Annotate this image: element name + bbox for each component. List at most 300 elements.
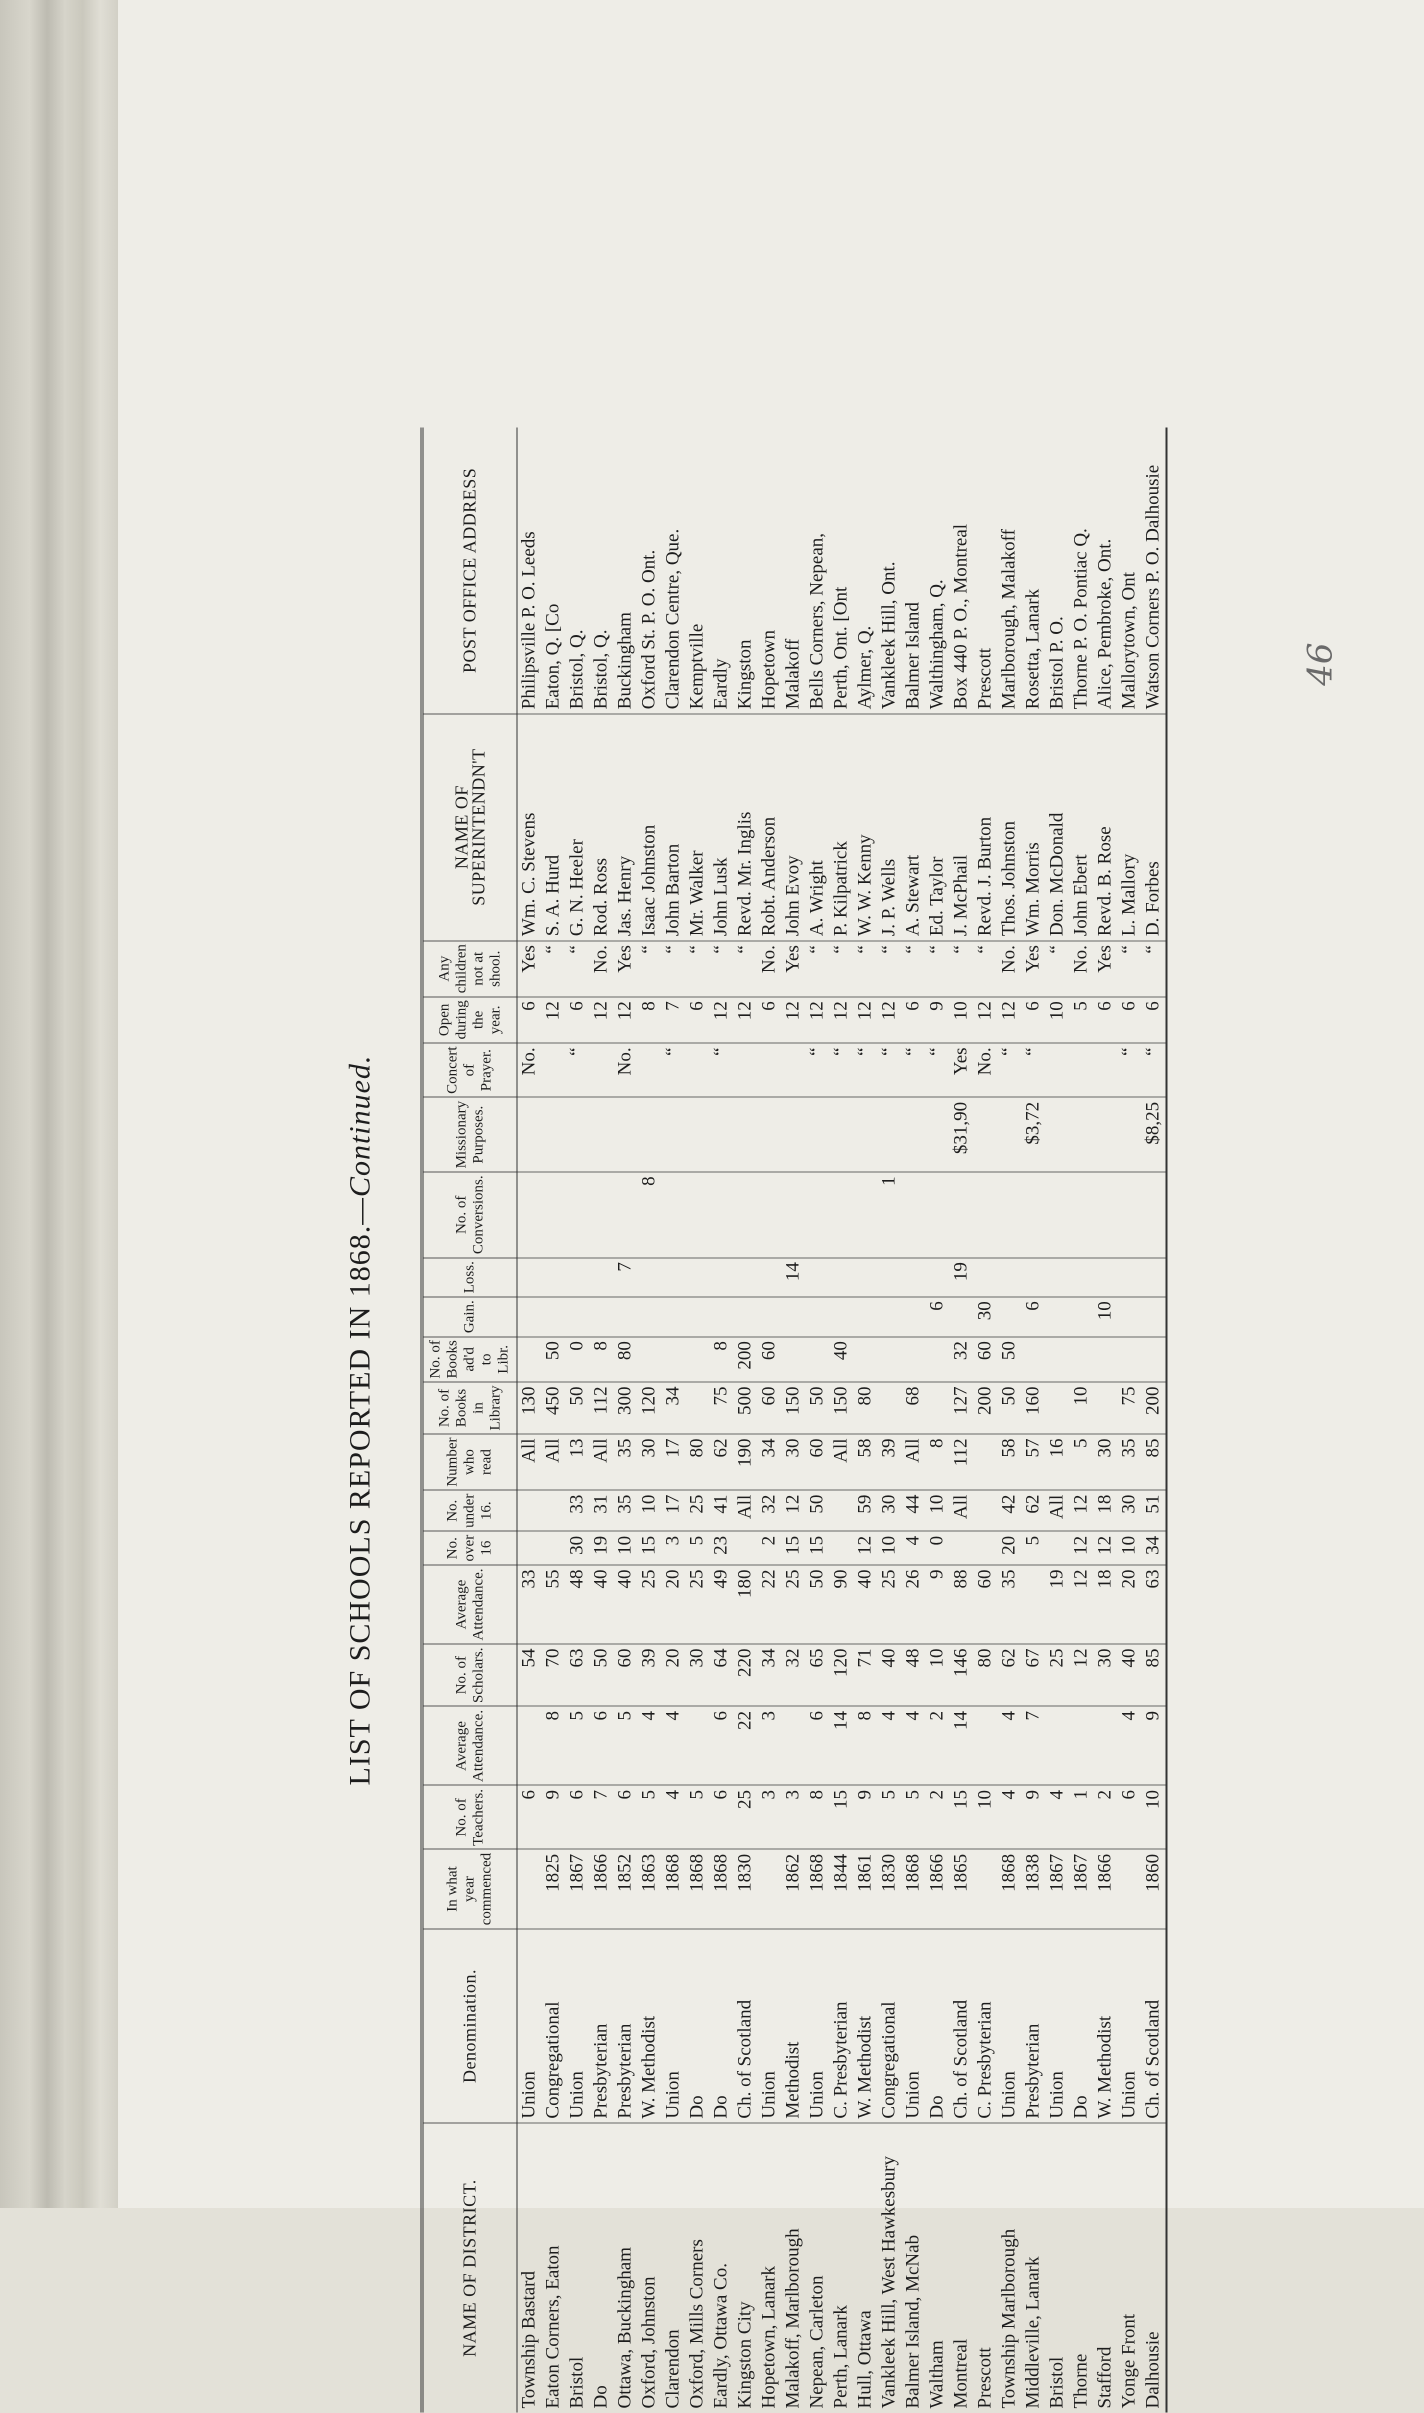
column-header: Gain. bbox=[422, 1297, 517, 1337]
table-cell: 8 bbox=[590, 1337, 614, 1382]
table-cell bbox=[1070, 1297, 1094, 1337]
column-header: No. of Books in Library bbox=[422, 1382, 517, 1434]
table-cell bbox=[1070, 1172, 1094, 1258]
table-cell: 5 bbox=[686, 1531, 710, 1565]
table-cell: Philipsville P. O. Leeds bbox=[518, 531, 540, 710]
table-cell: 32 bbox=[782, 1644, 806, 1706]
table-cell: 30 bbox=[1118, 1490, 1142, 1531]
table-cell bbox=[1094, 1706, 1118, 1785]
table-cell bbox=[974, 1258, 998, 1297]
table-cell: 62 bbox=[1022, 1490, 1046, 1531]
table-cell bbox=[590, 1097, 614, 1172]
table-cell bbox=[566, 1097, 590, 1172]
table-cell: Do bbox=[1070, 1929, 1094, 2123]
table-cell bbox=[998, 1297, 1022, 1337]
table-cell: 120 bbox=[638, 1382, 662, 1434]
table-cell: 55 bbox=[542, 1565, 566, 1644]
table-cell: 60 bbox=[614, 1644, 638, 1706]
table-cell: Bristol, Q. bbox=[566, 629, 588, 710]
table-cell: 64 bbox=[710, 1644, 734, 1706]
table-cell bbox=[878, 1382, 902, 1434]
table-row bbox=[1094, 428, 1118, 2413]
column-header: Denomination. bbox=[422, 1929, 517, 2123]
table-cell: 1866 bbox=[1094, 1849, 1118, 1928]
table-cell: 35 bbox=[614, 1434, 638, 1490]
table-cell: 1867 bbox=[1070, 1849, 1094, 1928]
table-cell bbox=[734, 1258, 758, 1297]
table-cell: John Ebert bbox=[1070, 714, 1094, 941]
table-cell bbox=[517, 1172, 542, 1258]
table-cell: 50 bbox=[542, 1337, 566, 1382]
table-cell: Yes bbox=[517, 941, 542, 997]
table-cell: 80 bbox=[686, 1434, 710, 1490]
table-cell: 5 bbox=[1070, 997, 1094, 1043]
table-cell bbox=[782, 1337, 806, 1382]
rotated-table-region bbox=[331, 428, 1341, 2413]
table-cell: A. Stewart bbox=[902, 714, 926, 941]
table-cell: Ch. of Scotland bbox=[1142, 1929, 1167, 2123]
table-cell bbox=[517, 1531, 542, 1565]
table-cell: 1844 bbox=[830, 1849, 854, 1928]
table-cell: Union bbox=[662, 1929, 686, 2123]
table-cell bbox=[542, 1258, 566, 1297]
table-cell: 1868 bbox=[998, 1849, 1022, 1928]
table-cell bbox=[830, 1172, 854, 1258]
table-cell: 30 bbox=[566, 1531, 590, 1565]
table-cell bbox=[686, 1337, 710, 1382]
table-cell: 8 bbox=[638, 1172, 662, 1258]
table-cell: 200 bbox=[974, 1382, 998, 1434]
table-cell bbox=[758, 1172, 782, 1258]
table-cell bbox=[517, 1297, 542, 1337]
table-cell: 41 bbox=[710, 1490, 734, 1531]
table-cell: All bbox=[950, 1490, 974, 1531]
table-cell: Presbyterian bbox=[1022, 1929, 1046, 2123]
table-cell: “ bbox=[974, 941, 998, 997]
table-cell: Union bbox=[1046, 1929, 1070, 2123]
table-cell: 12 bbox=[1070, 1490, 1094, 1531]
table-cell: “ bbox=[878, 1043, 902, 1097]
column-header: NAME OF SUPERINTENDN'T bbox=[422, 714, 517, 941]
column-header: POST OFFICE ADDRESS bbox=[422, 428, 517, 714]
title-text: LIST OF SCHOOLS REPORTED IN 1868. bbox=[343, 1224, 377, 1786]
table-cell bbox=[1094, 1382, 1118, 1434]
table-row bbox=[614, 428, 638, 2413]
table-cell bbox=[517, 1706, 542, 1785]
table-cell: No. bbox=[758, 941, 782, 997]
table-cell: “ bbox=[1142, 1043, 1167, 1097]
table-cell: 1868 bbox=[686, 1849, 710, 1928]
table-cell: 5 bbox=[566, 1706, 590, 1785]
table-cell bbox=[1118, 1297, 1142, 1337]
table-cell bbox=[542, 1097, 566, 1172]
table-cell bbox=[974, 1097, 998, 1172]
table-cell: Yes bbox=[950, 1043, 974, 1097]
column-header: No. under 16. bbox=[422, 1490, 517, 1531]
table-cell: “ bbox=[710, 941, 734, 997]
table-cell: John Lusk bbox=[710, 714, 734, 941]
table-cell: 9 bbox=[1022, 1785, 1046, 1849]
table-cell: 33 bbox=[566, 1490, 590, 1531]
table-cell bbox=[614, 1297, 638, 1337]
table-cell: 10 bbox=[614, 1531, 638, 1565]
table-cell: Clarendon Centre, Que. bbox=[662, 528, 684, 710]
table-cell: All bbox=[542, 1434, 566, 1490]
table-cell: Perth, Ont. [Ont bbox=[830, 586, 852, 710]
table-cell: 12 bbox=[1070, 1644, 1094, 1706]
table-cell bbox=[638, 1097, 662, 1172]
table-cell bbox=[974, 1172, 998, 1258]
table-cell: W. Methodist bbox=[638, 1929, 662, 2123]
table-cell: 6 bbox=[1118, 997, 1142, 1043]
table-cell bbox=[758, 1258, 782, 1297]
table-cell: 6 bbox=[710, 1706, 734, 1785]
table-cell: 6 bbox=[614, 1785, 638, 1849]
table-cell: 80 bbox=[974, 1644, 998, 1706]
table-cell bbox=[542, 1043, 566, 1097]
table-cell: Eardly bbox=[710, 658, 732, 710]
table-cell bbox=[854, 1297, 878, 1337]
table-cell: 90 bbox=[830, 1565, 854, 1644]
table-cell: Township Bastard bbox=[517, 2123, 542, 2412]
table-cell bbox=[782, 1297, 806, 1337]
table-cell bbox=[517, 1849, 542, 1928]
table-cell: 150 bbox=[782, 1382, 806, 1434]
column-header: Average Attendance. bbox=[422, 1565, 517, 1644]
table-cell: Nepean, Carleton bbox=[806, 2123, 830, 2412]
table-cell: 71 bbox=[854, 1644, 878, 1706]
table-cell: 1830 bbox=[878, 1849, 902, 1928]
table-cell bbox=[974, 1849, 998, 1928]
book-page bbox=[118, 0, 1424, 2409]
page-number-mark: 46 bbox=[1300, 642, 1341, 686]
table-cell: J. McPhail bbox=[950, 714, 974, 941]
table-cell: 50 bbox=[566, 1382, 590, 1434]
table-cell: 34 bbox=[1142, 1531, 1167, 1565]
table-cell: 30 bbox=[878, 1490, 902, 1531]
table-cell: 15 bbox=[830, 1785, 854, 1849]
table-cell bbox=[878, 1297, 902, 1337]
table-cell: $3,72 bbox=[1022, 1097, 1046, 1172]
table-cell: Rod. Ross bbox=[590, 714, 614, 941]
table-cell: 1868 bbox=[662, 1849, 686, 1928]
table-cell bbox=[566, 1258, 590, 1297]
table-row bbox=[878, 428, 902, 2413]
schools-table bbox=[421, 428, 1168, 2413]
table-cell bbox=[950, 1531, 974, 1565]
table-cell: 20 bbox=[662, 1565, 686, 1644]
table-cell bbox=[614, 1097, 638, 1172]
table-cell bbox=[758, 1297, 782, 1337]
table-cell bbox=[662, 1172, 686, 1258]
table-cell: Union bbox=[998, 1929, 1022, 2123]
table-cell: 3 bbox=[758, 1785, 782, 1849]
table-cell: 8 bbox=[710, 1337, 734, 1382]
table-cell: No. bbox=[590, 941, 614, 997]
table-cell: 54 bbox=[517, 1644, 542, 1706]
table-cell: 200 bbox=[1142, 1382, 1167, 1434]
table-cell bbox=[926, 1337, 950, 1382]
table-cell: 5 bbox=[638, 1785, 662, 1849]
table-cell: 30 bbox=[1094, 1434, 1118, 1490]
table-cell: “ bbox=[998, 1043, 1022, 1097]
table-cell: 75 bbox=[1118, 1382, 1142, 1434]
table-cell: 48 bbox=[566, 1565, 590, 1644]
table-cell: No. bbox=[1070, 941, 1094, 997]
table-cell: 6 bbox=[590, 1706, 614, 1785]
table-cell: 12 bbox=[1094, 1531, 1118, 1565]
table-row bbox=[950, 428, 974, 2413]
table-cell: “ bbox=[662, 1043, 686, 1097]
table-cell: “ bbox=[1118, 941, 1142, 997]
table-cell: Vankleek Hill, Ont. bbox=[878, 561, 900, 710]
table-cell: 112 bbox=[590, 1382, 614, 1434]
table-cell: Ch. of Scotland bbox=[734, 1929, 758, 2123]
table-cell: 17 bbox=[662, 1434, 686, 1490]
table-cell bbox=[1094, 1258, 1118, 1297]
page-title bbox=[331, 428, 391, 2413]
table-cell: Don. McDonald bbox=[1046, 714, 1070, 941]
table-cell: Wm. Morris bbox=[1022, 714, 1046, 941]
table-cell bbox=[662, 1337, 686, 1382]
table-cell: 180 bbox=[734, 1565, 758, 1644]
table-cell: 1868 bbox=[710, 1849, 734, 1928]
table-cell: John Barton bbox=[662, 714, 686, 941]
table-cell bbox=[517, 1258, 542, 1297]
table-cell: “ bbox=[926, 941, 950, 997]
table-cell bbox=[686, 1097, 710, 1172]
table-cell bbox=[710, 1297, 734, 1337]
table-cell: “ bbox=[926, 1043, 950, 1097]
table-cell: 20 bbox=[998, 1531, 1022, 1565]
table-cell: 5 bbox=[1022, 1531, 1046, 1565]
table-header-row bbox=[422, 428, 517, 2413]
table-cell bbox=[638, 1297, 662, 1337]
table-cell bbox=[902, 1297, 926, 1337]
table-cell bbox=[1070, 1258, 1094, 1297]
table-cell: 9 bbox=[926, 997, 950, 1043]
table-cell bbox=[1046, 1337, 1070, 1382]
table-cell: Bristol, Q. bbox=[590, 629, 612, 710]
table-row bbox=[542, 428, 566, 2413]
table-cell bbox=[638, 1337, 662, 1382]
table-cell: 14 bbox=[830, 1706, 854, 1785]
table-cell bbox=[1022, 1565, 1046, 1644]
table-cell bbox=[830, 1097, 854, 1172]
table-cell bbox=[854, 1337, 878, 1382]
table-cell bbox=[1022, 1337, 1046, 1382]
column-header: NAME OF DISTRICT. bbox=[422, 2123, 517, 2412]
table-cell: S. A. Hurd bbox=[542, 714, 566, 941]
table-cell: 10 bbox=[950, 997, 974, 1043]
table-cell: 1838 bbox=[1022, 1849, 1046, 1928]
table-cell: 18 bbox=[1094, 1490, 1118, 1531]
table-cell bbox=[1094, 1097, 1118, 1172]
table-cell: 34 bbox=[758, 1644, 782, 1706]
table-cell: 30 bbox=[974, 1297, 998, 1337]
table-cell bbox=[542, 1531, 566, 1565]
table-cell: 160 bbox=[1022, 1382, 1046, 1434]
table-cell: 4 bbox=[902, 1531, 926, 1565]
table-cell: 15 bbox=[806, 1531, 830, 1565]
table-cell: A. Wright bbox=[806, 714, 830, 941]
table-cell: 450 bbox=[542, 1382, 566, 1434]
table-cell: 14 bbox=[782, 1258, 806, 1297]
table-cell: Congregational bbox=[542, 1929, 566, 2123]
table-row bbox=[686, 428, 710, 2413]
table-cell bbox=[950, 1297, 974, 1337]
table-cell bbox=[854, 1172, 878, 1258]
table-cell: 190 bbox=[734, 1434, 758, 1490]
table-cell: 23 bbox=[710, 1531, 734, 1565]
table-cell: Walthingham, Q. bbox=[926, 579, 948, 710]
table-cell bbox=[542, 1490, 566, 1531]
table-cell: 1825 bbox=[542, 1849, 566, 1928]
table-cell bbox=[734, 1043, 758, 1097]
table-cell: 7 bbox=[1022, 1706, 1046, 1785]
table-cell: Prescott bbox=[974, 647, 996, 710]
table-cell: Jas. Henry bbox=[614, 714, 638, 941]
table-cell: 2 bbox=[926, 1785, 950, 1849]
table-cell: Clarendon bbox=[662, 2123, 686, 2412]
table-cell: 60 bbox=[806, 1434, 830, 1490]
table-cell: 60 bbox=[974, 1565, 998, 1644]
table-cell: Rosetta, Lanark bbox=[1022, 588, 1044, 710]
table-row bbox=[638, 428, 662, 2413]
table-cell: J. P. Wells bbox=[878, 714, 902, 941]
table-cell: Perth, Lanark bbox=[830, 2123, 854, 2412]
table-cell: 67 bbox=[1022, 1644, 1046, 1706]
table-cell: “ bbox=[686, 941, 710, 997]
table-cell bbox=[662, 1097, 686, 1172]
table-cell: 9 bbox=[926, 1565, 950, 1644]
table-cell bbox=[950, 1172, 974, 1258]
table-cell bbox=[734, 1531, 758, 1565]
table-cell: 12 bbox=[590, 997, 614, 1043]
table-cell: Union bbox=[902, 1929, 926, 2123]
table-row bbox=[998, 428, 1022, 2413]
table-cell: 49 bbox=[710, 1565, 734, 1644]
table-cell: 88 bbox=[950, 1565, 974, 1644]
table-row bbox=[806, 428, 830, 2413]
table-cell: 112 bbox=[950, 1434, 974, 1490]
table-cell bbox=[902, 1258, 926, 1297]
table-cell: Union bbox=[758, 1929, 782, 2123]
table-cell bbox=[830, 1490, 854, 1531]
table-cell: Ed. Taylor bbox=[926, 714, 950, 941]
table-cell bbox=[734, 1097, 758, 1172]
table-cell: 58 bbox=[854, 1434, 878, 1490]
table-cell bbox=[878, 1097, 902, 1172]
table-cell: 12 bbox=[830, 997, 854, 1043]
table-cell: Union bbox=[806, 1929, 830, 2123]
table-cell: 9 bbox=[542, 1785, 566, 1849]
table-cell: 22 bbox=[758, 1565, 782, 1644]
table-cell: 26 bbox=[902, 1565, 926, 1644]
table-cell: 14 bbox=[950, 1706, 974, 1785]
table-cell bbox=[1022, 1172, 1046, 1258]
table-cell: Union bbox=[517, 1929, 542, 2123]
table-cell bbox=[638, 1043, 662, 1097]
table-cell: 22 bbox=[734, 1706, 758, 1785]
table-cell: 1830 bbox=[734, 1849, 758, 1928]
table-cell: Watson Corners P. O. Dalhousie bbox=[1142, 464, 1164, 710]
table-cell: Do bbox=[590, 2123, 614, 2412]
table-cell: 16 bbox=[1046, 1434, 1070, 1490]
table-cell: Bristol P. O. bbox=[1046, 616, 1068, 710]
table-cell: All bbox=[734, 1490, 758, 1531]
table-cell: 3 bbox=[758, 1706, 782, 1785]
table-cell: Oxford, Johnston bbox=[638, 2123, 662, 2412]
table-cell: 4 bbox=[638, 1706, 662, 1785]
table-cell bbox=[806, 1258, 830, 1297]
table-cell bbox=[806, 1337, 830, 1382]
table-cell: Montreal bbox=[950, 2123, 974, 2412]
table-cell bbox=[998, 1258, 1022, 1297]
table-cell bbox=[974, 1706, 998, 1785]
table-cell: “ bbox=[734, 941, 758, 997]
table-cell: 500 bbox=[734, 1382, 758, 1434]
table-cell bbox=[854, 1258, 878, 1297]
table-cell: “ bbox=[542, 941, 566, 997]
table-cell: 120 bbox=[830, 1644, 854, 1706]
table-cell: 6 bbox=[1094, 997, 1118, 1043]
table-cell bbox=[974, 1490, 998, 1531]
table-cell: 85 bbox=[1142, 1644, 1167, 1706]
table-cell bbox=[710, 1097, 734, 1172]
table-cell: “ bbox=[1046, 941, 1070, 997]
table-cell: 20 bbox=[1118, 1565, 1142, 1644]
table-cell: 12 bbox=[614, 997, 638, 1043]
table-cell: “ bbox=[1142, 941, 1167, 997]
table-cell: 50 bbox=[998, 1382, 1022, 1434]
table-cell: 5 bbox=[686, 1785, 710, 1849]
table-cell bbox=[1118, 1097, 1142, 1172]
table-cell: 25 bbox=[686, 1565, 710, 1644]
table-row bbox=[566, 428, 590, 2413]
table-cell: 1868 bbox=[902, 1849, 926, 1928]
table-cell: 10 bbox=[1142, 1785, 1167, 1849]
table-cell: 146 bbox=[950, 1644, 974, 1706]
table-row bbox=[782, 428, 806, 2413]
table-cell bbox=[734, 1297, 758, 1337]
table-cell bbox=[782, 1706, 806, 1785]
table-cell: 40 bbox=[854, 1565, 878, 1644]
table-cell: $8,25 bbox=[1142, 1097, 1167, 1172]
table-cell: 5 bbox=[1070, 1434, 1094, 1490]
table-cell: 10 bbox=[926, 1490, 950, 1531]
column-header: Any children not at shool. bbox=[422, 941, 517, 997]
table-cell bbox=[1142, 1337, 1167, 1382]
table-cell bbox=[902, 1172, 926, 1258]
table-row bbox=[830, 428, 854, 2413]
table-cell: Hopetown bbox=[758, 630, 780, 710]
table-cell: 1865 bbox=[950, 1849, 974, 1928]
table-cell: Presbyterian bbox=[614, 1929, 638, 2123]
table-cell: 0 bbox=[566, 1337, 590, 1382]
table-row bbox=[517, 428, 542, 2413]
table-cell: 50 bbox=[806, 1565, 830, 1644]
table-cell: “ bbox=[566, 1043, 590, 1097]
table-cell: G. N. Heeler bbox=[566, 714, 590, 941]
table-cell bbox=[926, 1172, 950, 1258]
table-cell bbox=[686, 1043, 710, 1097]
table-cell bbox=[542, 1172, 566, 1258]
table-row bbox=[902, 428, 926, 2413]
table-cell: 8 bbox=[638, 997, 662, 1043]
table-cell: Box 440 P. O., Montreal bbox=[950, 523, 972, 710]
table-cell: 200 bbox=[734, 1337, 758, 1382]
